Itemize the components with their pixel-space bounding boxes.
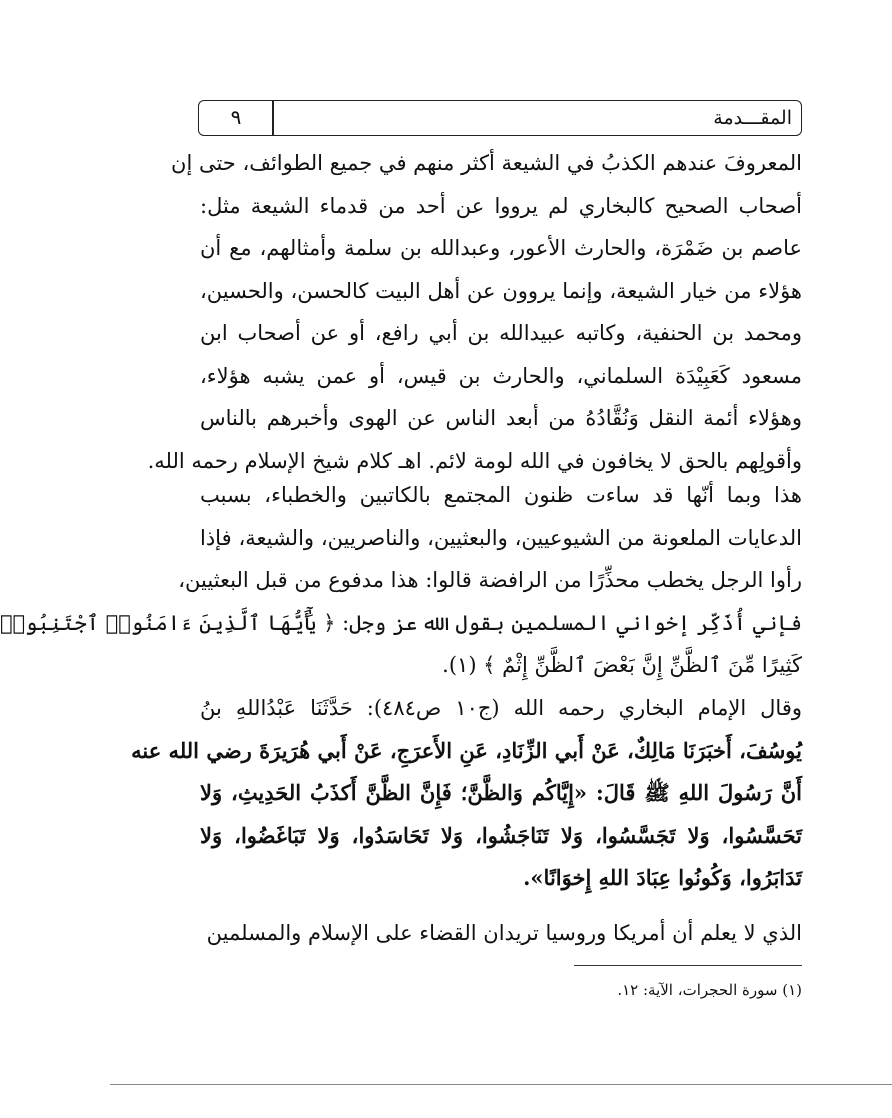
- footnote: (١) سورة الحجرات، الآية: ١٢.: [617, 981, 802, 999]
- text-line: أصحاب الصحيح كالبخاري لم يرووا عن أحد من قدماء الشيعة مثل:: [200, 193, 802, 218]
- page-number: ٩: [230, 105, 242, 129]
- paragraph-2: [0, 474, 802, 687]
- text-line: هؤلاء من خيار الشيعة، وإنما يروون عن أهل البيت كالحسن، والحسين،: [200, 278, 802, 303]
- text-line: المعروفَ عندهم الكذبُ في الشيعة أكثر منهم في جميع الطوائف، حتى إن: [171, 151, 802, 175]
- text-line: الذي لا يعلم أن أمريكا وروسيا تريدان القضاء على الإسلام والمسلمين: [206, 921, 802, 945]
- header-divider: [272, 100, 274, 136]
- text-line: هذا وبما أنّها قد ساءت ظنون المجتمع بالكاتبين والخطباء، بسبب: [200, 483, 802, 507]
- text-line: فإني أُذَكِّر إخواني المسلمين بقول الله عز وجل: ﴿ يَٰٓأَيُّهَا ٱلَّذِينَ ءَامَنُوا۟ ٱجْتَنِبُوا۟: [0, 610, 802, 635]
- paragraph-3: [131, 687, 802, 900]
- text-line: تَدَابَرُوا، وَكُونُوا عِبَادَ اللهِ إِخوَانًا».: [523, 865, 802, 890]
- paragraph-1: [147, 142, 802, 482]
- text-line: وقال الإمام البخاري رحمه الله (ج١٠ ص٤٨٤): حَدَّثَنَا عَبْدُاللهِ بنُ: [200, 696, 802, 720]
- running-header-title: المقـــدمة: [713, 107, 792, 129]
- text-line: تَحَسَّسُوا، وَلا تَجَسَّسُوا، وَلا تَنَاجَشُوا، وَلا تَحَاسَدُوا، وَلا تَبَاغَضُوا، وَلا: [200, 822, 802, 848]
- footnote-separator: [574, 965, 802, 966]
- text-line: عاصم بن ضَمْرَة، والحارث الأعور، وعبدالله بن سلمة وأمثالهم، مع أن: [200, 236, 802, 260]
- text-line: كَثِيرًا مِّنَ ٱلظَّنِّ إِنَّ بَعْضَ ٱلظَّنِّ إِثْمٌ ﴾ (١).: [442, 653, 802, 677]
- text-line: أَنَّ رَسُولَ اللهِ ﷺ قَالَ: «إِيَّاكُم وَالظَّنَّ؛ فَإِنَّ الظَّنَّ أَكذَبُ الحَدِيثِ، وَلا: [200, 780, 802, 805]
- header-frame: [198, 100, 802, 136]
- page-bottom-rule: [110, 1084, 892, 1085]
- text-line: وهؤلاء أئمة النقل وَنُقَّادُهُ من أبعد الناس عن الهوى وأخبرهم بالناس: [200, 406, 802, 430]
- text-line: مسعود كَعَبِيْدَة السلماني، والحارث بن قيس، أو عمن يشبه هؤلاء،: [200, 363, 802, 388]
- text-line: الدعايات الملعونة من الشيوعيين، والبعثيين، والناصريين، والشيعة، فإذا: [200, 525, 802, 550]
- text-line: ومحمد بن الحنفية، وكاتبه عبيدالله بن أبي رافع، أو عن أصحاب ابن: [200, 321, 802, 345]
- text-line: رأوا الرجل يخطب محذِّرًا من الرافضة قالوا: هذا مدفوع من قبل البعثيين،: [178, 568, 802, 592]
- paragraph-4: [200, 912, 802, 955]
- text-line: يُوسُفَ، أَخبَرَنَا مَالِكٌ، عَنْ أَبي الزِّنَادِ، عَنِ الأَعرَجِ، عَنْ أَبي هُرَيرَةَ رضي الله عنه: [131, 737, 802, 763]
- text-line: وأقولِهم بالحق لا يخافون في الله لومة لائم. اهـ كلام شيخ الإسلام رحمه الله.: [147, 448, 802, 473]
